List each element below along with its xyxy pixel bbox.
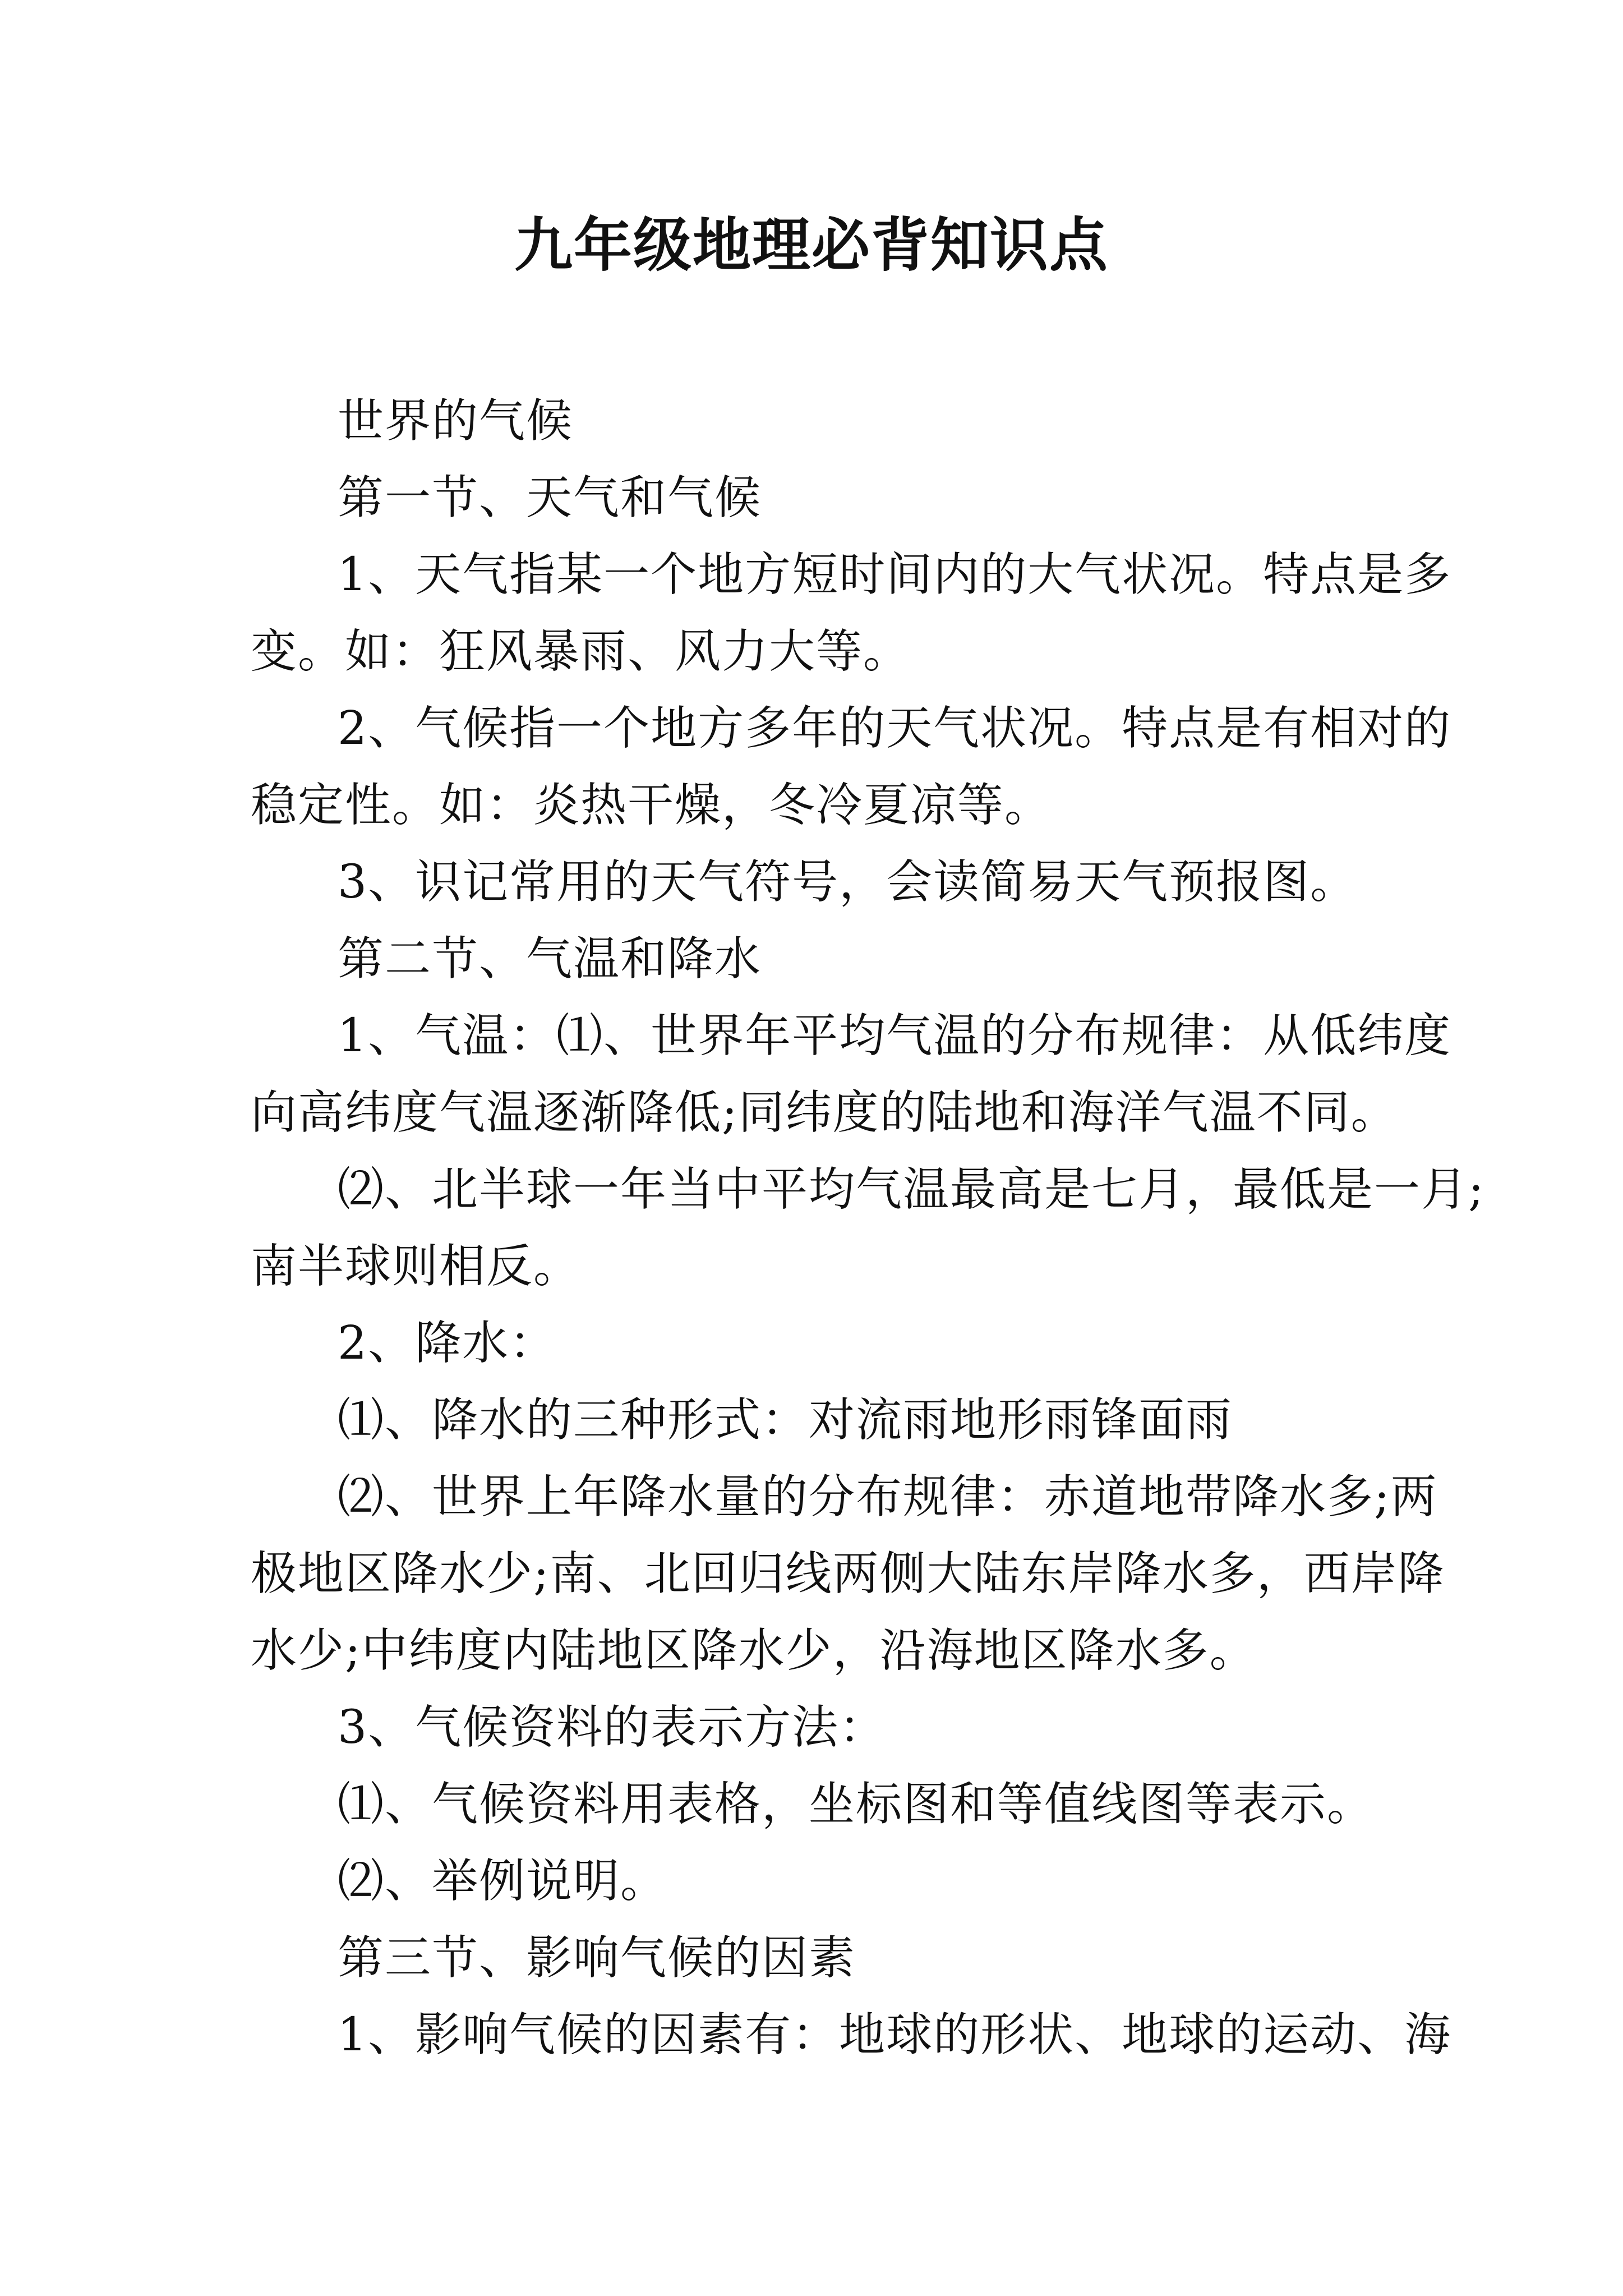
text-line: 1、天气指某一个地方短时间内的大气状况。特点是多 — [338, 548, 1452, 601]
text-line: 极地区降水少;南、北回归线两侧大陆东岸降水多，西岸降 — [251, 1547, 1445, 1600]
text-line: 2、气候指一个地方多年的天气状况。特点是有相对的 — [338, 702, 1452, 755]
text-line: 2、降水： — [338, 1317, 557, 1370]
text-line: 第一节、天气和气候 — [338, 471, 762, 524]
text-line: ⑵、世界上年降水量的分布规律：赤道地带降水多;两 — [338, 1470, 1438, 1524]
text-line: 向高纬度气温逐渐降低;同纬度的陆地和海洋气温不同。 — [251, 1086, 1398, 1139]
text-line: 1、气温：⑴、世界年平均气温的分布规律：从低纬度 — [338, 1009, 1452, 1062]
text-line: 南半球则相反。 — [251, 1240, 581, 1293]
text-line: 水少;中纬度内陆地区降水少，沿海地区降水多。 — [251, 1624, 1257, 1677]
text-line: 稳定性。如：炎热干燥，冬冷夏凉等。 — [251, 779, 1052, 832]
text-line: 第二节、气温和降水 — [338, 932, 762, 986]
page-title: 九年级地理必背知识点 — [514, 210, 1109, 279]
document-body — [251, 383, 1485, 2073]
text-line: ⑵、北半球一年当中平均气温最高是七月，最低是一月; — [338, 1163, 1485, 1216]
text-line: 1、影响气候的因素有：地球的形状、地球的运动、海 — [338, 2008, 1452, 2062]
text-line: ⑴、气候资料用表格，坐标图和等值线图等表示。 — [338, 1778, 1375, 1831]
text-line: ⑴、降水的三种形式：对流雨地形雨锋面雨 — [338, 1393, 1233, 1447]
text-line: 变。如：狂风暴雨、风力大等。 — [251, 625, 911, 678]
text-line: ⑵、举例说明。 — [338, 1855, 668, 1908]
text-line: 第三节、影响气候的因素 — [338, 1931, 856, 1985]
text-line: 世界的气候 — [338, 394, 574, 448]
text-line: 3、气候资料的表示方法： — [338, 1701, 887, 1754]
text-line: 3、识记常用的天气符号，会读简易天气预报图。 — [338, 855, 1358, 909]
